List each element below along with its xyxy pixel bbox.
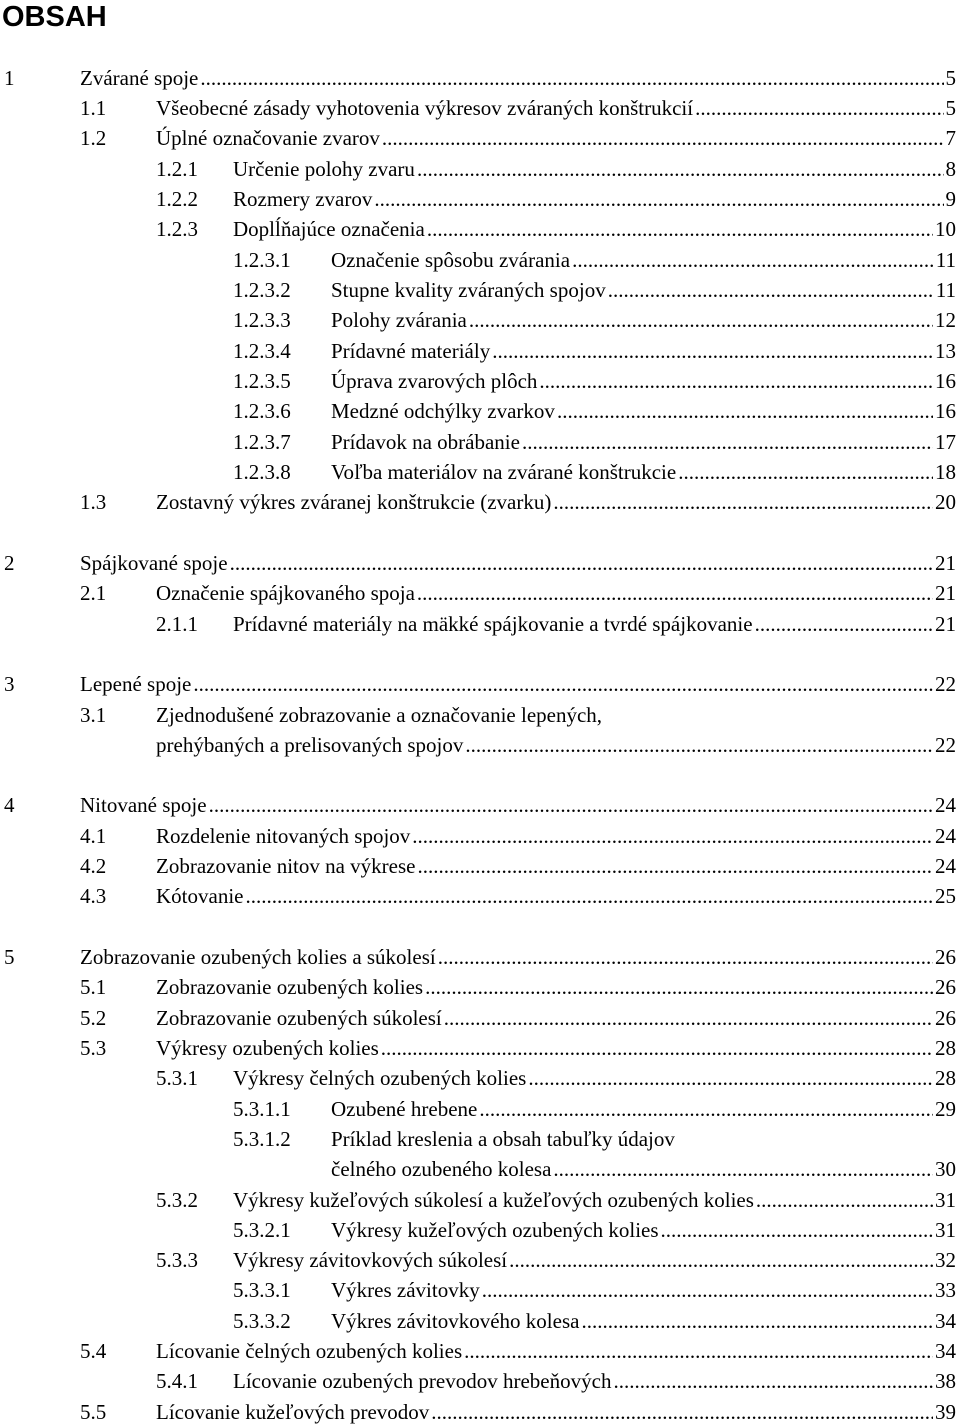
toc-entry-number: 1.2.3.5 [233,369,291,393]
toc-entry-page: 24 [935,854,956,878]
toc-entry[interactable] [0,1063,956,1093]
toc-entry-page: 24 [935,824,956,848]
toc-entry-page: 21 [935,581,956,605]
toc-dot-leader [381,1033,933,1063]
toc-entry[interactable] [0,609,956,639]
toc-entry-page: 38 [935,1369,956,1393]
toc-entry[interactable] [0,1003,956,1033]
toc-entry[interactable] [0,881,956,911]
toc-entry-title: prehýbaných a prelisovaných spojov [156,733,464,757]
toc-entry[interactable] [0,548,956,578]
toc-entry-number: 5.3 [80,1036,107,1060]
toc-entry-page: 34 [935,1339,956,1363]
toc-entry-title: Určenie polohy zvaru [233,157,415,181]
toc-entry-title: Výkresy čelných ozubených kolies [233,1066,527,1090]
page-title: OBSAH [2,1,107,33]
toc-dot-leader [509,1245,933,1275]
toc-entry-title: Všeobecné zásady vyhotovenia výkresov zváraných konštrukcií [156,96,694,120]
toc-entry-page: 9 [945,187,956,211]
toc-dot-leader [581,1306,933,1336]
toc-entry-title: čelného ozubeného kolesa [331,1157,552,1181]
toc-entry-number: 1.2 [80,126,107,150]
toc-entry-number: 4 [4,793,15,817]
toc-entry-number: 5.3.2 [156,1188,198,1212]
toc-entry-number: 5.3.1.1 [233,1097,291,1121]
toc-entry-title: Označenie spájkovaného spoja [156,581,415,605]
toc-entry-title: Výkresy kužeľových ozubených kolies [331,1218,659,1242]
toc-entry-number: 1.2.3.4 [233,339,291,363]
toc-entry[interactable] [0,305,956,335]
toc-entry-page: 21 [935,612,956,636]
toc-entry-title: Prídavné materiály na mäkké spájkovanie a tvrdé spájkovanie [233,612,753,636]
toc-dot-leader [417,578,933,608]
toc-entry-title: Zjednodušené zobrazovanie a označovanie lepených, [156,703,603,727]
toc-entry-title: Výkresy ozubených kolies [156,1036,379,1060]
toc-dot-leader [417,154,944,184]
toc-entry[interactable] [0,366,956,396]
toc-entry-number: 5.5 [80,1400,107,1424]
toc-entry-title: Zobrazovanie ozubených kolies a súkolesí [80,945,436,969]
toc-entry-number: 5.1 [80,975,107,999]
toc-entry-title: Zobrazovanie ozubených súkolesí [156,1006,442,1030]
toc-entry-title: Ozubené hrebene [331,1097,478,1121]
toc-entry-page: 22 [935,672,956,696]
toc-entry-title: Prídavné materiály [331,339,491,363]
toc-dot-leader [465,730,933,760]
toc-dot-leader [539,366,933,396]
toc-entry-title: Lícovanie ozubených prevodov hrebeňových [233,1369,612,1393]
toc-entry[interactable] [0,1154,956,1184]
toc-entry-page: 39 [935,1400,956,1424]
toc-entry-title: Rozmery zvarov [233,187,373,211]
toc-entry-number: 5.3.3.1 [233,1278,291,1302]
toc-entry-number: 2 [4,551,15,575]
toc-dot-leader [245,881,933,911]
toc-entry[interactable] [0,1366,956,1396]
toc-entry-page: 16 [935,369,956,393]
toc-entry-page: 32 [935,1248,956,1272]
toc-entry-page: 5 [945,96,956,120]
toc-entry[interactable] [0,942,956,972]
toc-dot-leader [431,1397,933,1427]
toc-entry-title: Doplĺňajúce označenia [233,217,425,241]
toc-entry-page: 11 [935,278,956,302]
toc-entry[interactable] [0,93,956,123]
toc-entry[interactable] [0,336,956,366]
toc-dot-leader [522,427,933,457]
toc-entry-page: 28 [935,1036,956,1060]
toc-entry-number: 5.3.3.2 [233,1309,291,1333]
toc-entry[interactable] [0,154,956,184]
toc-entry-title: Výkresy závitovkových súkolesí [233,1248,508,1272]
toc-entry[interactable] [0,821,956,851]
toc-entry[interactable] [0,1033,956,1063]
toc-dot-leader [553,1154,933,1184]
toc-entry[interactable] [0,1124,956,1154]
toc-entry-title: Lepené spoje [80,672,192,696]
toc-entry-page: 29 [935,1097,956,1121]
toc-entry[interactable] [0,487,956,517]
toc-entry-title: Polohy zvárania [331,308,467,332]
toc-dot-leader [230,548,933,578]
toc-entry-title: Kótovanie [156,884,244,908]
toc-entry[interactable] [0,1185,956,1215]
toc-entry-title: Úplné označovanie zvarov [156,126,380,150]
toc-entry[interactable] [0,427,956,457]
toc-entry-number: 5.3.2.1 [233,1218,291,1242]
toc-dot-leader [528,1063,933,1093]
toc-dot-leader [482,1275,933,1305]
toc-dot-leader [756,1185,933,1215]
toc-entry-number: 5.4.1 [156,1369,198,1393]
toc-entry-number: 5.3.3 [156,1248,198,1272]
toc-dot-leader [755,609,933,639]
toc-dot-leader [553,487,933,517]
toc-entry-number: 1.2.3.7 [233,430,291,454]
toc-entry-title: Príklad kreslenia a obsah tabuľky údajov [331,1127,675,1151]
toc-entry-number: 1.2.3.3 [233,308,291,332]
toc-entry-title: Medzné odchýlky zvarkov [331,399,555,423]
toc-entry-page: 34 [935,1309,956,1333]
toc-entry[interactable] [0,214,956,244]
toc-entry-number: 1.1 [80,96,107,120]
toc-entry-title: Označenie spôsobu zvárania [331,248,571,272]
toc-dot-leader [608,275,934,305]
toc-entry[interactable] [0,457,956,487]
toc-dot-leader [479,1094,933,1124]
toc-entry[interactable] [0,851,956,881]
toc-entry-title: Úprava zvarových plôch [331,369,538,393]
toc-entry-title: Stupne kvality zváraných spojov [331,278,606,302]
toc-entry[interactable] [0,275,956,305]
toc-entry-title: Zvárané spoje [80,66,199,90]
toc-dot-leader [438,942,933,972]
toc-entry-page: 26 [935,975,956,999]
toc-entry-page: 18 [935,460,956,484]
toc-dot-leader [425,972,933,1002]
toc-dot-leader [382,123,944,153]
toc-entry-number: 4.2 [80,854,107,878]
toc-entry-page: 31 [935,1218,956,1242]
toc-entry-page: 13 [935,339,956,363]
toc-dot-leader [209,790,933,820]
toc-entry-page: 7 [945,126,956,150]
toc-entry-number: 1.2.3.1 [233,248,291,272]
toc-dot-leader [661,1215,933,1245]
toc-entry-page: 30 [935,1157,956,1181]
toc-dot-leader [572,245,934,275]
toc-entry[interactable] [0,63,956,93]
toc-entry-number: 1.3 [80,490,107,514]
toc-entry[interactable] [0,245,956,275]
toc-entry-title: Výkres závitovkového kolesa [331,1309,580,1333]
toc-entry-number: 3 [4,672,15,696]
toc-entry-title: Rozdelenie nitovaných spojov [156,824,411,848]
toc-entry[interactable] [0,1245,956,1275]
toc-entry-page: 28 [935,1066,956,1090]
toc-dot-leader [469,305,933,335]
toc-entry-page: 31 [935,1188,956,1212]
toc-entry[interactable] [0,1275,956,1305]
toc-entry-page: 20 [935,490,956,514]
toc-entry-title: Spájkované spoje [80,551,228,575]
toc-dot-leader [412,821,933,851]
toc-entry-page: 5 [945,66,956,90]
toc-entry[interactable] [0,790,956,820]
toc-entry-title: Lícovanie čelných ozubených kolies [156,1339,463,1363]
toc-entry-number: 2.1 [80,581,107,605]
toc-entry[interactable] [0,700,956,730]
toc-dot-leader [374,184,943,214]
toc-entry-title: Zobrazovanie ozubených kolies [156,975,424,999]
toc-entry-page: 21 [935,551,956,575]
toc-entry[interactable] [0,1306,956,1336]
toc-dot-leader [695,93,943,123]
toc-entry-title: Zostavný výkres zváranej konštrukcie (zvarku) [156,490,552,514]
toc-entry-number: 5.2 [80,1006,107,1030]
toc-entry[interactable] [0,184,956,214]
toc-entry-number: 4.1 [80,824,107,848]
toc-entry-title: Výkresy kužeľových súkolesí a kužeľových ozubených kolies [233,1188,754,1212]
toc-entry-title: Voľba materiálov na zvárané konštrukcie [331,460,677,484]
toc-entry[interactable] [0,972,956,1002]
toc-entry-page: 11 [935,248,956,272]
toc-entry-number: 1 [4,66,15,90]
toc-entry-number: 1.2.2 [156,187,198,211]
toc-entry[interactable] [0,123,956,153]
toc-entry-title: Nitované spoje [80,793,207,817]
toc-entry-page: 10 [935,217,956,241]
toc-entry[interactable] [0,1215,956,1245]
toc-entry-title: Zobrazovanie nitov na výkrese [156,854,416,878]
toc-entry-page: 16 [935,399,956,423]
toc-entry-number: 5.3.1.2 [233,1127,291,1151]
toc-entry[interactable] [0,396,956,426]
toc-entry-page: 12 [935,308,956,332]
toc-entry[interactable] [0,730,956,760]
toc-entry-number: 1.2.3.6 [233,399,291,423]
toc-dot-leader [193,669,933,699]
toc-entry-number: 3.1 [80,703,107,727]
toc-dot-leader [678,457,933,487]
toc-dot-leader [444,1003,933,1033]
toc-entry[interactable] [0,1397,956,1427]
toc-entry-page: 33 [935,1278,956,1302]
toc-entry-number: 1.2.3.8 [233,460,291,484]
toc-dot-leader [200,63,943,93]
toc-entry-number: 1.2.3 [156,217,198,241]
toc-dot-leader [464,1336,933,1366]
toc-entry-number: 1.2.3.2 [233,278,291,302]
toc-entry[interactable] [0,669,956,699]
toc-entry-number: 5.4 [80,1339,107,1363]
toc-entry-title: Výkres závitovky [331,1278,480,1302]
toc-entry-number: 5.3.1 [156,1066,198,1090]
toc-entry-title: Prídavok na obrábanie [331,430,520,454]
toc-entry-page: 26 [935,945,956,969]
toc-entry[interactable] [0,578,956,608]
toc-entry-number: 5 [4,945,15,969]
toc-entry-page: 22 [935,733,956,757]
toc-dot-leader [613,1366,933,1396]
toc-entry-page: 24 [935,793,956,817]
toc-entry[interactable] [0,1336,956,1366]
toc-dot-leader [492,336,933,366]
toc-entry-page: 17 [935,430,956,454]
toc-dot-leader [418,851,934,881]
toc-entry[interactable] [0,1094,956,1124]
toc-entry-title: Lícovanie kužeľových prevodov [156,1400,430,1424]
toc-dot-leader [427,214,933,244]
toc-entry-number: 2.1.1 [156,612,198,636]
toc-entry-page: 25 [935,884,956,908]
toc-dot-leader [557,396,933,426]
toc-entry-number: 4.3 [80,884,107,908]
toc-entry-number: 1.2.1 [156,157,198,181]
toc-entry-page: 26 [935,1006,956,1030]
toc-entry-page: 8 [945,157,956,181]
